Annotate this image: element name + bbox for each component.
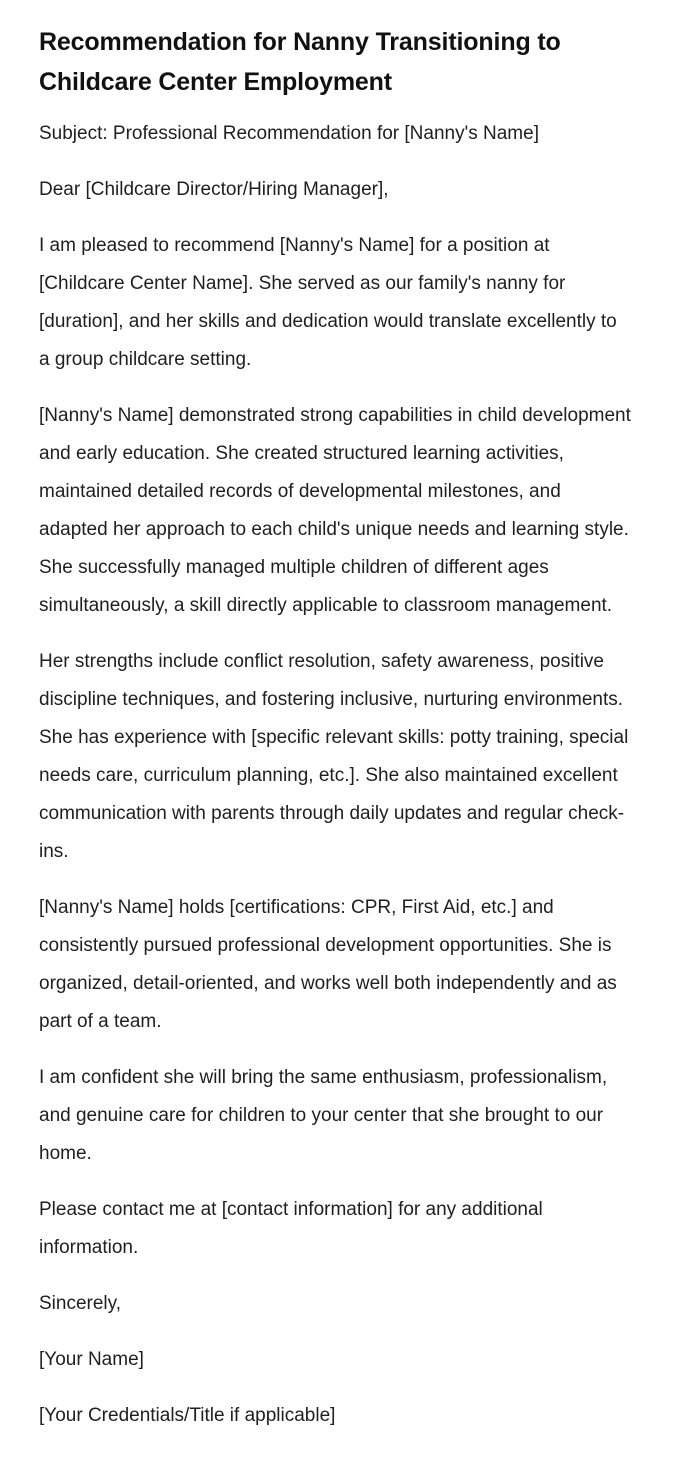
paragraph-subject: Subject: Professional Recommendation for [Nanny's Name] (39, 123, 539, 144)
paragraph-signature-credentials: [Your Credentials/Title if applicable] (39, 1405, 336, 1426)
paragraph-confidence: I am confident she will bring the same enthusiasm, professionalism, and genuine care for children to your center that she brought to our home. (39, 1067, 608, 1164)
paragraph-salutation: Dear [Childcare Director/Hiring Manager], (39, 179, 389, 200)
paragraph-intro: I am pleased to recommend [Nanny's Name] for a position at [Childcare Center Name]. She served as our family's nanny for [duration], and her skills and dedication would translate excellently to a group childcare setting. (39, 235, 617, 370)
paragraph-closing: Sincerely, (39, 1293, 122, 1314)
paragraph-strengths: Her strengths include conflict resolution, safety awareness, positive discipline techniques, and fostering inclusive, nurturing environments. She has experience with [specific relevant skills: potty training, special needs care, curriculum planning, etc.]. She also maintained excellent communication with parents through daily updates and regular check-ins. (39, 651, 629, 862)
page-title: Recommendation for Nanny Transitioning to Childcare Center Employment (39, 28, 561, 96)
paragraph-capabilities: [Nanny's Name] demonstrated strong capabilities in child development and early education. She created structured learning activities, maintained detailed records of developmental milestones, and adapted her approach to each child's unique needs and learning style. She successfully managed multiple children of different ages simultaneously, a skill directly applicable to classroom management. (39, 405, 631, 616)
document-body (39, 115, 632, 1435)
paragraph-contact: Please contact me at [contact information] for any additional information. (39, 1199, 543, 1258)
paragraph-signature-name: [Your Name] (39, 1349, 144, 1370)
paragraph-certifications: [Nanny's Name] holds [certifications: CPR, First Aid, etc.] and consistently pursued professional development opportunities. She is organized, detail-oriented, and works well both independently and as part of a team. (39, 897, 617, 1032)
